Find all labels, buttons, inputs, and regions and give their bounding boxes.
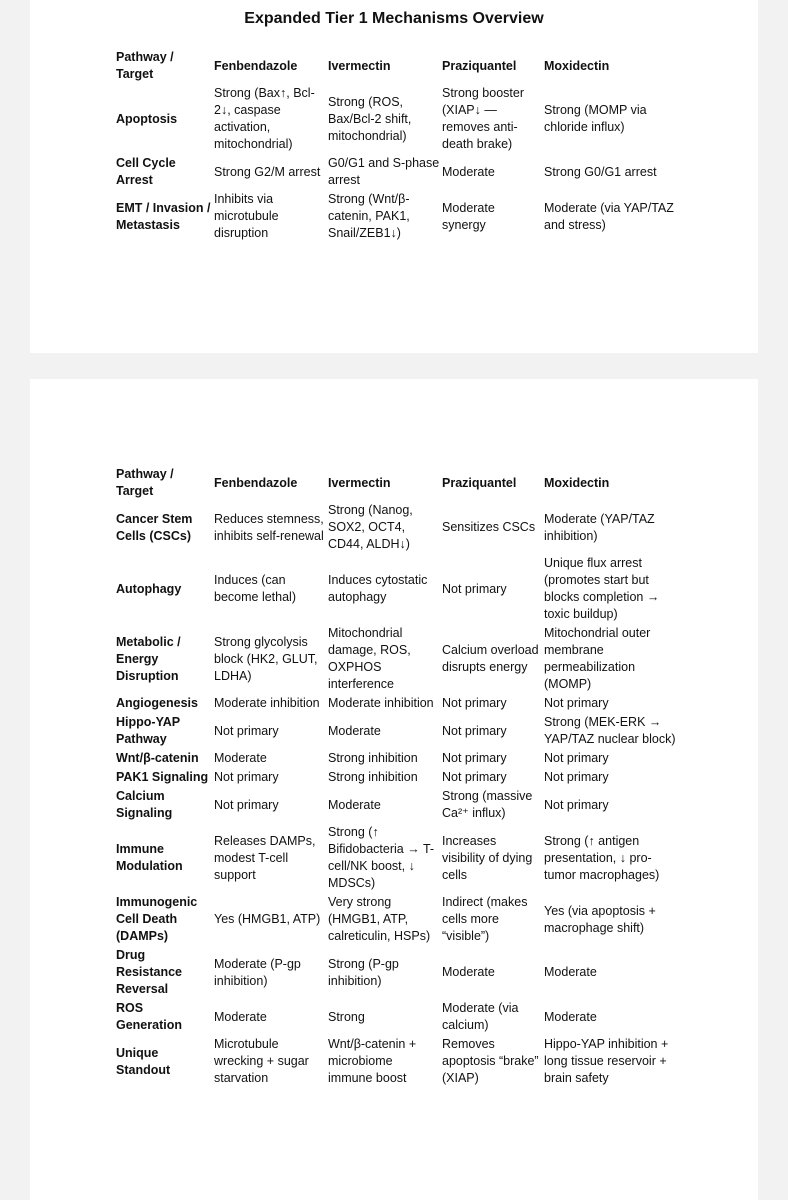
cell-moxidectin: Not primary — [544, 797, 609, 812]
cell-ivermectin: Very strong (HMGB1, ATP, calreticulin, HSPs) — [328, 895, 431, 943]
header-praziquantel: Praziquantel — [442, 475, 517, 490]
table-row — [116, 84, 682, 154]
document-page-1 — [30, 0, 758, 353]
cell-praziquantel: Strong (massive Ca²⁺ influx) — [442, 789, 533, 820]
table-row — [116, 749, 682, 768]
cell-moxidectin: Strong (MEK-ERK → YAP/TAZ nuclear block) — [544, 715, 676, 746]
cell-fenbendazole: Not primary — [214, 770, 279, 784]
cell-praziquantel: Moderate — [442, 164, 495, 179]
cell-fenbendazole: Not primary — [214, 723, 279, 738]
cell-praziquantel: Not primary — [442, 581, 507, 596]
cell-praziquantel: Indirect (makes cells more “visible”) — [442, 895, 528, 943]
cell-moxidectin: Strong G0/G1 arrest — [544, 164, 657, 179]
cell-praziquantel: Strong booster (XIAP↓ — removes anti-death brake) — [442, 86, 524, 151]
mechanisms-table-part-2 — [116, 465, 682, 1088]
header-ivermectin: Ivermectin — [328, 475, 391, 490]
header-ivermectin: Ivermectin — [328, 58, 391, 73]
table-row — [116, 893, 682, 946]
cell-fenbendazole: Not primary — [214, 797, 279, 812]
cell-ivermectin: Mitochondrial damage, ROS, OXPHOS interference — [328, 626, 411, 691]
cell-fenbendazole: Induces (can become lethal) — [214, 573, 296, 604]
cell-pathway: Hippo-YAP Pathway — [116, 715, 180, 746]
cell-pathway: EMT / Invasion / Metastasis — [116, 200, 211, 232]
header-fenbendazole: Fenbendazole — [214, 475, 298, 490]
cell-moxidectin: Not primary — [544, 751, 609, 765]
cell-pathway: ROS Generation — [116, 1001, 182, 1032]
table-row — [116, 190, 682, 243]
cell-praziquantel: Moderate (via calcium) — [442, 1001, 519, 1032]
cell-praziquantel: Moderate — [442, 965, 495, 979]
cell-fenbendazole: Moderate — [214, 1009, 267, 1024]
cell-moxidectin: Moderate (YAP/TAZ inhibition) — [544, 511, 655, 543]
cell-praziquantel: Moderate synergy — [442, 200, 495, 232]
table-row — [116, 787, 682, 823]
cell-ivermectin: Strong (Nanog, SOX2, OCT4, CD44, ALDH↓) — [328, 503, 413, 551]
table-row — [116, 624, 682, 694]
table-row — [116, 694, 682, 713]
cell-ivermectin: G0/G1 and S-phase arrest — [328, 156, 440, 187]
cell-ivermectin: Moderate inhibition — [328, 696, 434, 710]
cell-fenbendazole: Strong (Bax↑, Bcl-2↓, caspase activation, mitochondrial) — [214, 86, 315, 151]
cell-praziquantel: Not primary — [442, 751, 507, 765]
cell-ivermectin: Strong inhibition — [328, 770, 418, 784]
cell-pathway: Cancer Stem Cells (CSCs) — [116, 511, 193, 543]
cell-pathway: Immune Modulation — [116, 842, 183, 873]
cell-ivermectin: Moderate — [328, 723, 381, 738]
cell-praziquantel: Increases visibility of dying cells — [442, 833, 533, 882]
cell-fenbendazole: Reduces stemness, inhibits self-renewal — [214, 511, 324, 543]
cell-moxidectin: Moderate (via YAP/TAZ and stress) — [544, 200, 674, 232]
table-row — [116, 768, 682, 787]
header-moxidectin: Moxidectin — [544, 58, 610, 73]
cell-moxidectin: Yes (via apoptosis + macrophage shift) — [544, 903, 656, 935]
cell-ivermectin: Strong inhibition — [328, 751, 418, 765]
cell-pathway: Metabolic / Energy Disruption — [116, 634, 181, 683]
cell-praziquantel: Sensitizes CSCs — [442, 520, 536, 534]
cell-moxidectin: Unique flux arrest (promotes start but blocks completion → toxic buildup) — [544, 556, 660, 621]
table-row — [116, 154, 682, 190]
cell-pathway: Unique Standout — [116, 1045, 171, 1077]
header-moxidectin: Moxidectin — [544, 475, 610, 490]
cell-praziquantel: Calcium overload disrupts energy — [442, 643, 539, 674]
cell-moxidectin: Not primary — [544, 770, 609, 784]
table-row — [116, 554, 682, 624]
cell-ivermectin: Strong (↑ Bifidobacteria → T-cell/NK boost, ↓ MDSCs) — [328, 825, 435, 890]
cell-fenbendazole: Releases DAMPs, modest T-cell support — [214, 833, 316, 882]
cell-fenbendazole: Strong G2/M arrest — [214, 164, 321, 179]
cell-ivermectin: Strong (P-gp inhibition) — [328, 956, 399, 988]
cell-praziquantel: Not primary — [442, 770, 507, 784]
document-title: Expanded Tier 1 Mechanisms Overview — [244, 10, 544, 27]
cell-pathway: Cell Cycle Arrest — [116, 156, 176, 187]
cell-moxidectin: Moderate — [544, 1009, 597, 1024]
cell-fenbendazole: Moderate (P-gp inhibition) — [214, 956, 301, 988]
table-header-row — [116, 48, 682, 84]
header-praziquantel: Praziquantel — [442, 58, 517, 73]
cell-pathway: Apoptosis — [116, 111, 178, 126]
table-row — [116, 999, 682, 1035]
cell-fenbendazole: Inhibits via microtubule disruption — [214, 192, 279, 240]
table-row — [116, 823, 682, 893]
cell-ivermectin: Wnt/β-catenin + microbiome immune boost — [328, 1037, 417, 1085]
cell-ivermectin: Induces cytostatic autophagy — [328, 573, 428, 604]
cell-moxidectin: Hippo-YAP inhibition + long tissue reservoir + brain safety — [544, 1037, 669, 1085]
cell-moxidectin: Moderate — [544, 965, 597, 979]
document-page-2 — [30, 379, 758, 1200]
table-row — [116, 1035, 682, 1088]
cell-moxidectin: Not primary — [544, 696, 609, 710]
cell-fenbendazole: Microtubule wrecking + sugar starvation — [214, 1037, 309, 1085]
cell-ivermectin: Strong (ROS, Bax/Bcl-2 shift, mitochondrial) — [328, 94, 412, 143]
table-header-row — [116, 465, 682, 501]
cell-pathway: Immunogenic Cell Death (DAMPs) — [116, 895, 198, 943]
cell-fenbendazole: Moderate — [214, 751, 267, 765]
cell-ivermectin: Moderate — [328, 797, 381, 812]
cell-fenbendazole: Moderate inhibition — [214, 696, 320, 710]
table-row — [116, 946, 682, 999]
table-body-2 — [116, 501, 682, 1088]
cell-moxidectin: Strong (↑ antigen presentation, ↓ pro-tumor macrophages) — [544, 833, 660, 882]
table-body-1 — [116, 84, 682, 243]
cell-praziquantel: Removes apoptosis “brake” (XIAP) — [442, 1037, 539, 1085]
mechanisms-table-part-1 — [116, 48, 682, 243]
cell-praziquantel: Not primary — [442, 696, 507, 710]
cell-pathway: Drug Resistance Reversal — [116, 948, 183, 996]
cell-pathway: PAK1 Signaling — [116, 770, 209, 784]
header-pathway-target: Pathway / Target — [116, 50, 174, 81]
cell-moxidectin: Strong (MOMP via chloride influx) — [544, 103, 647, 134]
cell-praziquantel: Not primary — [442, 723, 507, 738]
cell-fenbendazole: Yes (HMGB1, ATP) — [214, 912, 321, 926]
table-row — [116, 713, 682, 749]
cell-pathway: Autophagy — [116, 581, 182, 596]
table-row — [116, 501, 682, 554]
cell-pathway: Calcium Signaling — [116, 789, 173, 820]
cell-moxidectin: Mitochondrial outer membrane permeabilization (MOMP) — [544, 626, 651, 691]
cell-ivermectin: Strong (Wnt/β-catenin, PAK1, Snail/ZEB1↓) — [328, 192, 410, 240]
cell-pathway: Angiogenesis — [116, 696, 198, 710]
cell-ivermectin: Strong — [328, 1009, 365, 1024]
header-fenbendazole: Fenbendazole — [214, 58, 298, 73]
header-pathway-target: Pathway / Target — [116, 467, 174, 498]
cell-pathway: Wnt/β-catenin — [116, 751, 199, 765]
cell-fenbendazole: Strong glycolysis block (HK2, GLUT, LDHA) — [214, 634, 318, 683]
